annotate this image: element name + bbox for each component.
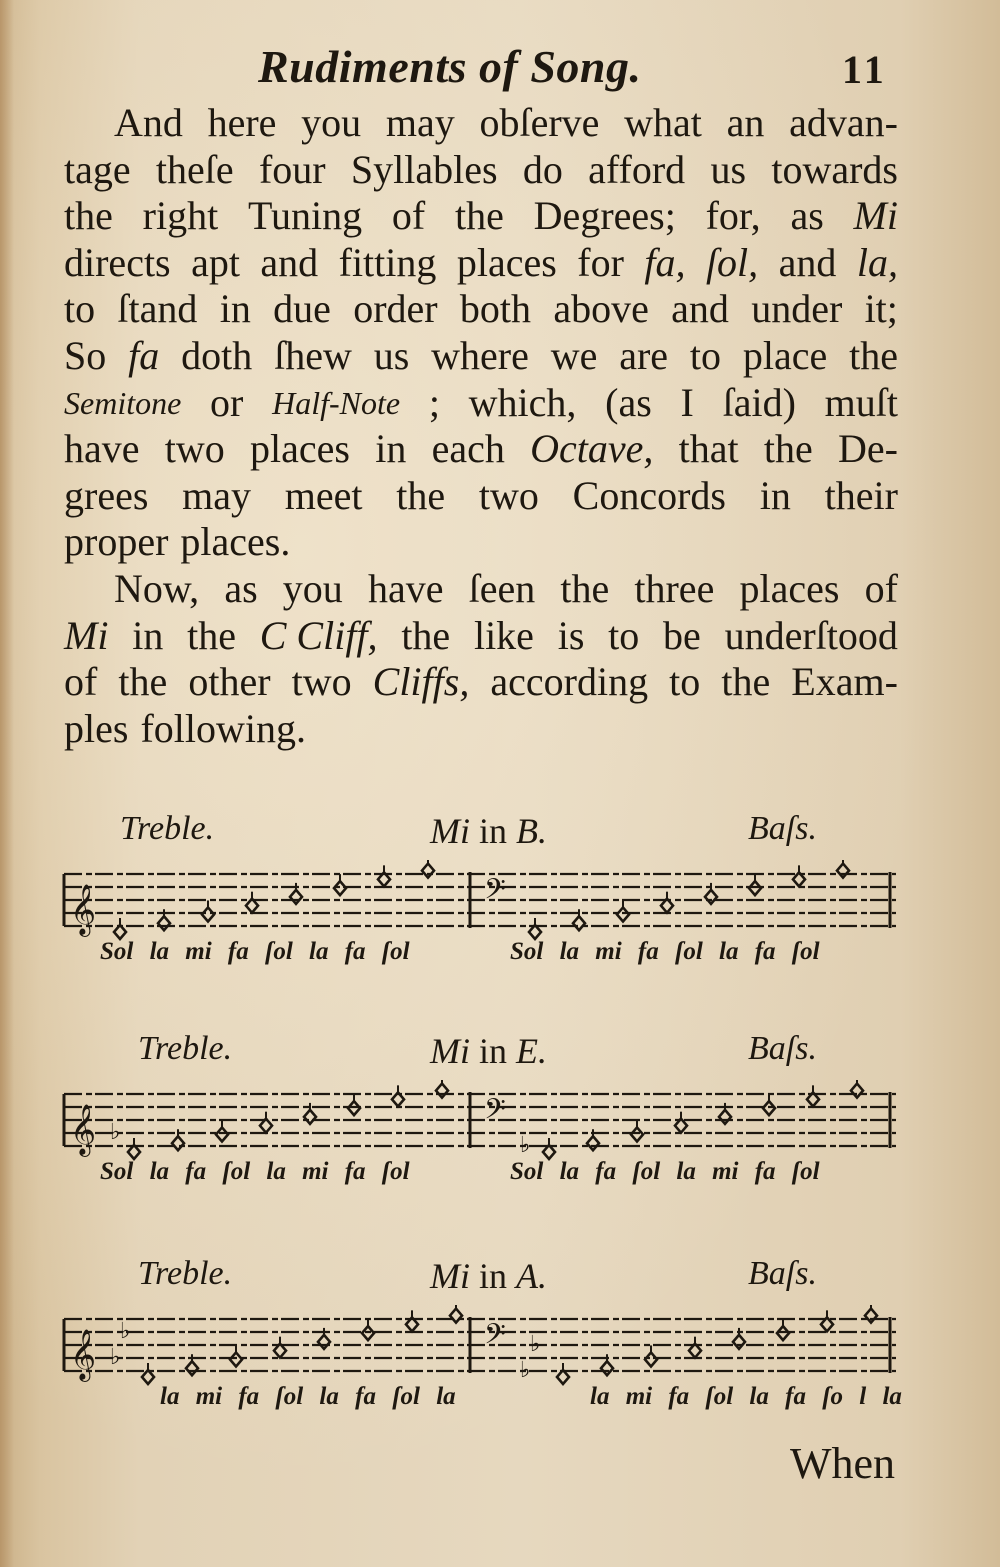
- mi-position-label: [430, 1255, 547, 1297]
- treble-label: Treble.: [138, 1255, 233, 1292]
- word: that: [678, 426, 739, 472]
- music-example: [60, 1030, 900, 1220]
- word: places: [739, 565, 840, 611]
- word: places.: [180, 519, 291, 565]
- note-head: [230, 1352, 242, 1366]
- word: for,: [705, 193, 761, 239]
- note-head: [705, 890, 717, 904]
- word: in: [375, 426, 407, 472]
- word: tage: [64, 146, 131, 192]
- page-header: [0, 40, 1000, 100]
- note-head: [348, 1101, 360, 1115]
- word: towards: [771, 146, 898, 192]
- mi-position-label: [430, 810, 547, 852]
- text-line: [64, 519, 898, 566]
- note-head: [587, 1136, 599, 1150]
- word: grees: [64, 472, 149, 518]
- word: in: [219, 286, 251, 332]
- word: places: [456, 239, 557, 285]
- word: the: [560, 565, 610, 611]
- treble-label: Treble.: [120, 810, 215, 847]
- word: according: [490, 659, 649, 705]
- word: Semitone: [64, 384, 182, 421]
- note-head: [617, 907, 629, 921]
- word: other: [188, 659, 271, 705]
- bass-clef: 𝄢: [484, 873, 506, 913]
- in-word: in: [479, 811, 508, 851]
- note-head: [763, 1101, 775, 1115]
- word: following.: [140, 705, 306, 751]
- word: C Cliff,: [259, 612, 378, 658]
- word: the: [118, 659, 168, 705]
- double-staff: [60, 1305, 900, 1395]
- word: ſeen: [468, 565, 536, 611]
- music-example: [60, 810, 900, 1000]
- note-head: [158, 916, 170, 930]
- word: afford: [588, 146, 686, 192]
- word: to: [669, 659, 701, 705]
- word: Mi: [853, 193, 898, 239]
- word: what: [624, 100, 702, 145]
- word: of: [864, 565, 898, 611]
- double-staff: [60, 860, 900, 950]
- word: both: [459, 286, 532, 332]
- word: of: [391, 193, 426, 239]
- word: which,: [468, 379, 577, 425]
- word: have: [64, 426, 140, 472]
- word: in: [759, 472, 791, 518]
- word: to: [608, 612, 640, 658]
- word: four: [258, 146, 326, 192]
- word: may: [182, 472, 252, 518]
- word: order: [353, 286, 438, 332]
- word: obſerve: [479, 100, 600, 145]
- word: an: [726, 100, 765, 145]
- text-line: [64, 426, 898, 473]
- note-head: [865, 1309, 877, 1323]
- mi-word: Mi: [430, 1031, 470, 1071]
- word: and: [778, 239, 837, 285]
- treble-label: Treble.: [138, 1030, 233, 1067]
- flat-sign: ♭: [530, 1332, 541, 1357]
- word: fa,: [644, 239, 686, 285]
- note-letter: E.: [516, 1031, 548, 1071]
- treble-clef: 𝄞: [70, 1104, 97, 1155]
- word: advan-: [789, 100, 898, 145]
- word: may: [385, 100, 455, 145]
- note-letter: B.: [516, 811, 548, 851]
- in-word: in: [479, 1256, 508, 1296]
- flat-sign: ♭: [110, 1345, 121, 1370]
- text-line: [64, 286, 898, 333]
- word: their: [824, 472, 898, 518]
- word: ſaid): [722, 379, 796, 425]
- word: Half-Note: [272, 384, 401, 421]
- word: apt: [191, 239, 240, 285]
- word: ples: [64, 705, 129, 751]
- word: the: [187, 612, 236, 658]
- word: So: [64, 332, 107, 378]
- note-head: [777, 1326, 789, 1340]
- note-head: [601, 1361, 613, 1375]
- word: of: [64, 659, 98, 705]
- word: two: [291, 659, 352, 705]
- word: fa: [128, 332, 160, 378]
- note-head: [290, 890, 302, 904]
- note-head: [733, 1335, 745, 1349]
- word: ;: [428, 379, 440, 425]
- bass-label: Baſs.: [748, 810, 817, 847]
- treble-syllables: Sol la fa ſol la mi fa ſol: [100, 1158, 410, 1185]
- bass-label: Baſs.: [748, 1030, 817, 1067]
- note-head: [172, 1136, 184, 1150]
- word: Octave,: [530, 426, 654, 472]
- word: us: [710, 146, 747, 192]
- in-word: in: [479, 1031, 508, 1071]
- word: to: [64, 286, 96, 332]
- word: (as: [605, 379, 652, 425]
- word: as: [790, 193, 824, 239]
- word: fitting: [338, 239, 437, 285]
- word: Cliffs,: [372, 659, 470, 705]
- word: you: [301, 100, 362, 145]
- word: underſtood: [724, 612, 898, 658]
- word: muſt: [824, 379, 898, 425]
- note-head: [202, 907, 214, 921]
- note-head: [749, 881, 761, 895]
- flat-sign: ♭: [520, 1133, 531, 1158]
- word: directs: [64, 239, 171, 285]
- word: to: [689, 332, 722, 378]
- word: two: [478, 472, 539, 518]
- flat-sign: ♭: [120, 1319, 131, 1344]
- word: like: [473, 612, 534, 658]
- word: the: [721, 659, 771, 705]
- note-head: [334, 881, 346, 895]
- text-line: [64, 240, 898, 287]
- word: proper: [64, 519, 169, 565]
- mi-position-label: [430, 1030, 547, 1072]
- word: three: [634, 565, 715, 611]
- word: And: [114, 100, 183, 145]
- word: us: [373, 332, 410, 378]
- word: do: [522, 146, 563, 192]
- word: and: [671, 286, 729, 332]
- page-number: 11: [842, 47, 888, 92]
- flat-sign: ♭: [110, 1120, 121, 1145]
- word: under: [751, 286, 843, 332]
- text-line: [64, 100, 898, 147]
- word: the: [849, 332, 898, 378]
- note-head: [645, 1352, 657, 1366]
- mi-word: Mi: [430, 1256, 470, 1296]
- note-letter: A.: [516, 1256, 548, 1296]
- bass-syllables: Sol la fa ſol la mi fa ſol: [510, 1158, 820, 1185]
- treble-clef: 𝄞: [70, 884, 97, 935]
- word: for: [577, 239, 624, 285]
- treble-clef: 𝄞: [70, 1329, 97, 1380]
- note-head: [450, 1309, 462, 1323]
- word: the: [64, 193, 113, 239]
- word: Tuning: [247, 193, 363, 239]
- word: places: [250, 426, 350, 472]
- word: theſe: [155, 146, 234, 192]
- word: you: [282, 565, 343, 611]
- word: meet: [284, 472, 363, 518]
- word: are: [619, 332, 669, 378]
- music-example: [60, 1255, 900, 1445]
- text-body: [64, 100, 898, 752]
- word: ſtand: [117, 286, 198, 332]
- bass-clef: 𝄢: [484, 1318, 506, 1358]
- word: the: [396, 472, 446, 518]
- word: Syllables: [350, 146, 498, 192]
- word: Now,: [114, 565, 200, 611]
- word: where: [431, 332, 529, 378]
- word: Concords: [572, 472, 726, 518]
- word: ſhew: [274, 332, 352, 378]
- word: above: [553, 286, 649, 332]
- word: De-: [837, 426, 898, 472]
- word: have: [367, 565, 444, 611]
- word: the: [401, 612, 451, 658]
- word: it;: [864, 286, 898, 332]
- word: Degrees;: [533, 193, 676, 239]
- note-head: [573, 916, 585, 930]
- bass-syllables: la mi fa ſol la fa ſo l la: [590, 1383, 902, 1410]
- word: the: [455, 193, 504, 239]
- word: or: [210, 379, 244, 425]
- note-head: [422, 864, 434, 878]
- double-staff: [60, 1080, 900, 1170]
- word: Exam-: [791, 659, 898, 705]
- text-line: [64, 147, 898, 194]
- word: we: [550, 332, 598, 378]
- note-head: [631, 1127, 643, 1141]
- word: is: [557, 612, 585, 658]
- note-head: [318, 1335, 330, 1349]
- flat-sign: ♭: [520, 1358, 531, 1383]
- word: Mi: [64, 612, 109, 658]
- note-head: [216, 1127, 228, 1141]
- note-head: [719, 1110, 731, 1124]
- word: be: [663, 612, 701, 658]
- treble-syllables: la mi fa ſol la fa ſol la: [160, 1383, 456, 1410]
- word: two: [164, 426, 225, 472]
- running-title: Rudiments of Song.: [258, 41, 642, 92]
- word: place: [742, 332, 828, 378]
- word: as: [224, 565, 258, 611]
- word: each: [431, 426, 505, 472]
- text-line: [64, 566, 898, 613]
- treble-syllables: Sol la mi fa ſol la fa ſol: [100, 938, 410, 965]
- text-line: [64, 706, 898, 753]
- bass-syllables: Sol la mi fa ſol la fa ſol: [510, 938, 820, 965]
- text-line: [64, 659, 898, 706]
- word: and: [260, 239, 319, 285]
- word: the: [763, 426, 813, 472]
- text-line: [64, 333, 898, 380]
- word: due: [273, 286, 331, 332]
- note-head: [837, 864, 849, 878]
- text-line: [64, 193, 898, 240]
- text-line: [64, 613, 898, 660]
- note-head: [304, 1110, 316, 1124]
- text-line: [64, 380, 898, 427]
- bass-label: Baſs.: [748, 1255, 817, 1292]
- note-head: [436, 1084, 448, 1098]
- word: right: [142, 193, 219, 239]
- catchword: When: [790, 1439, 896, 1488]
- mi-word: Mi: [430, 811, 470, 851]
- word: doth: [181, 332, 253, 378]
- word: in: [132, 612, 164, 658]
- word: ſol,: [705, 239, 759, 285]
- note-head: [186, 1361, 198, 1375]
- word: here: [207, 100, 277, 145]
- bass-clef: 𝄢: [484, 1093, 506, 1133]
- note-head: [362, 1326, 374, 1340]
- word: la,: [856, 239, 898, 285]
- text-line: [64, 473, 898, 520]
- page-edge: [0, 0, 14, 1567]
- word: I: [680, 379, 694, 425]
- note-head: [851, 1084, 863, 1098]
